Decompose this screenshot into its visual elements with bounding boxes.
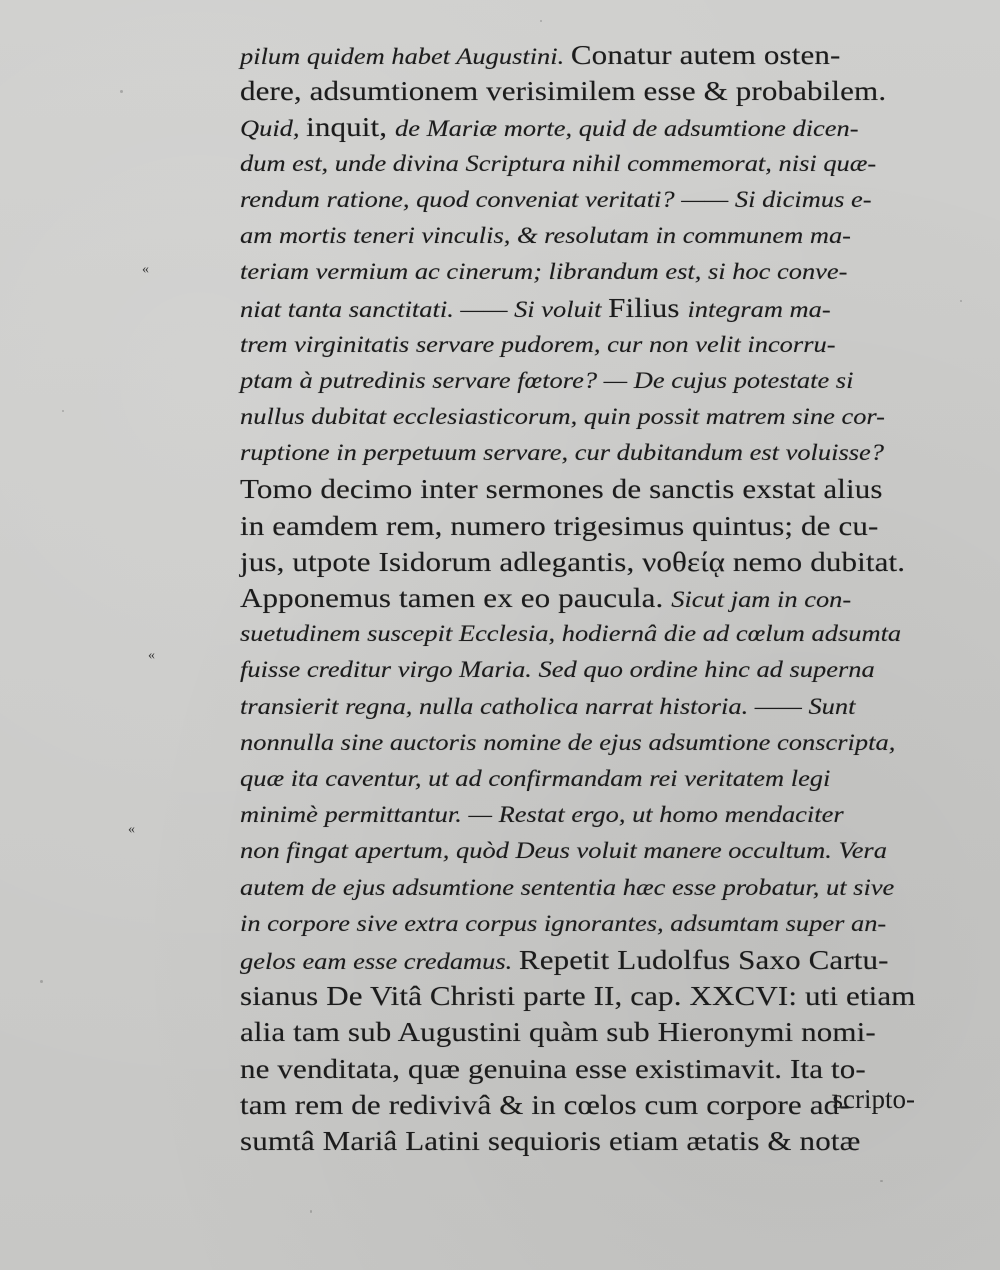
paper-speck xyxy=(310,1210,312,1213)
italic-text: teriam vermium ac cinerum; librandum est, si hoc conve- xyxy=(240,259,848,285)
italic-text: dum est, unde divina Scriptura nihil commemorat, nisi quæ- xyxy=(240,150,877,176)
text-line xyxy=(240,217,851,255)
italic-text: fuisse creditur virgo Maria. Sed quo ordine hinc ad superna xyxy=(240,657,875,683)
italic-text: Quid, xyxy=(240,116,307,142)
text-line xyxy=(240,869,894,907)
roman-text: Repetit Ludolfus Saxo Cartu- xyxy=(518,945,889,975)
text-line xyxy=(240,1050,866,1088)
text-line xyxy=(240,434,884,472)
text-line xyxy=(240,832,887,870)
text-line xyxy=(240,362,853,400)
text-line xyxy=(240,905,886,943)
text-line xyxy=(240,941,889,979)
text-line xyxy=(240,507,878,545)
italic-text: integram ma- xyxy=(687,297,831,323)
roman-text: ne venditata, quæ genuina esse existimavit. Ita to- xyxy=(240,1053,866,1084)
text-line xyxy=(240,253,847,291)
italic-text: non fingat apertum, quòd Deus voluit manere occultum. Vera xyxy=(240,838,887,864)
italic-text: trem virginitatis servare pudorem, cur non velit incorru- xyxy=(240,331,836,357)
italic-text: niat tanta sanctitati. —— Si voluit xyxy=(240,297,609,323)
text-line xyxy=(240,326,836,364)
paper-speck xyxy=(540,20,542,22)
text-line xyxy=(240,724,895,762)
text-line xyxy=(240,36,840,74)
italic-text: autem de ejus adsumtione sententia hæc esse probatur, ut sive xyxy=(240,874,895,900)
roman-text: inquit, xyxy=(306,112,396,143)
paper-speck xyxy=(880,1180,883,1182)
roman-text: sianus De Vitâ Christi parte II, cap. XXCVI: uti etiam xyxy=(240,981,916,1012)
roman-text: alia tam sub Augustini quàm sub Hieronymi nomi- xyxy=(240,1017,876,1048)
roman-text: sumtâ Mariâ Latini sequioris etiam ætatis & notæ xyxy=(240,1126,861,1156)
text-line xyxy=(240,579,851,617)
text-line xyxy=(240,760,830,798)
roman-text: tam rem de redivivâ & in cœlos cum corpore ad- xyxy=(240,1089,850,1120)
roman-text: jus, utpote Isidorum adlegantis, νοθείᾳ nemo dubitat. xyxy=(240,546,906,577)
italic-text: ptam à putredinis servare fœtore? — De cujus potestate si xyxy=(240,367,854,393)
margin-quote-mark: « xyxy=(148,648,156,663)
margin-quote-mark: « xyxy=(142,262,150,277)
roman-text: Tomo decimo inter sermones de sanctis exstat alius xyxy=(240,474,883,505)
catchword: scripto- xyxy=(832,1084,915,1114)
text-line xyxy=(240,1122,860,1160)
italic-text: transierit regna, nulla catholica narrat historia. —— Sunt xyxy=(240,693,856,719)
text-line xyxy=(240,615,901,653)
italic-text: rendum ratione, quod conveniat veritati? —— Si dicimus e- xyxy=(240,186,872,212)
text-line xyxy=(240,145,876,183)
italic-text: am mortis teneri vinculis, & resolutam in communem ma- xyxy=(240,223,851,248)
text-line xyxy=(240,1086,850,1124)
text-line xyxy=(240,977,916,1015)
italic-text: de Mariæ morte, quid de adsumtione dicen- xyxy=(395,116,859,142)
roman-text: in eamdem rem, numero trigesimus quintus; de cu- xyxy=(240,510,879,541)
roman-text: Conatur autem osten- xyxy=(570,40,841,70)
paper-speck xyxy=(62,410,64,412)
text-line xyxy=(240,289,831,327)
margin-quote-mark: « xyxy=(128,822,136,837)
italic-text: nonnulla sine auctoris nomine de ejus adsumtione conscripta, xyxy=(240,729,896,755)
text-line xyxy=(240,398,885,436)
text-line xyxy=(240,651,875,689)
text-line xyxy=(240,1013,876,1051)
italic-text: in corpore sive extra corpus ignorantes, adsumtam super an- xyxy=(240,910,887,936)
text-line xyxy=(240,688,855,726)
roman-text: Apponemus tamen ex eo paucula. xyxy=(240,583,672,613)
text-line xyxy=(240,543,905,581)
text-line xyxy=(240,108,859,146)
text-line xyxy=(240,796,844,834)
italic-text: Sicut jam in con- xyxy=(671,587,852,612)
roman-text: dere, adsumtionem verisimilem esse & probabilem. xyxy=(240,76,887,107)
italic-text: quæ ita caventur, ut ad confirmandam rei veritatem legi xyxy=(240,766,831,791)
text-line xyxy=(240,181,872,219)
text-line xyxy=(240,72,886,110)
italic-text: gelos eam esse credamus. xyxy=(240,949,519,974)
italic-text: ruptione in perpetuum servare, cur dubitandum est voluisse? xyxy=(240,440,885,466)
paper-speck xyxy=(40,980,43,983)
italic-text: nullus dubitat ecclesiasticorum, quin possit matrem sine cor- xyxy=(240,404,886,429)
roman-text: Filius xyxy=(608,293,688,324)
paper-speck xyxy=(960,300,962,302)
italic-text: minimè permittantur. — Restat ergo, ut homo mendaciter xyxy=(240,802,844,828)
text-line xyxy=(240,470,883,508)
italic-text: pilum quidem habet Augustini. xyxy=(240,44,571,69)
italic-text: suetudinem suscepit Ecclesia, hodiernâ die ad cœlum adsumta xyxy=(240,621,902,647)
paper-speck xyxy=(120,90,123,93)
